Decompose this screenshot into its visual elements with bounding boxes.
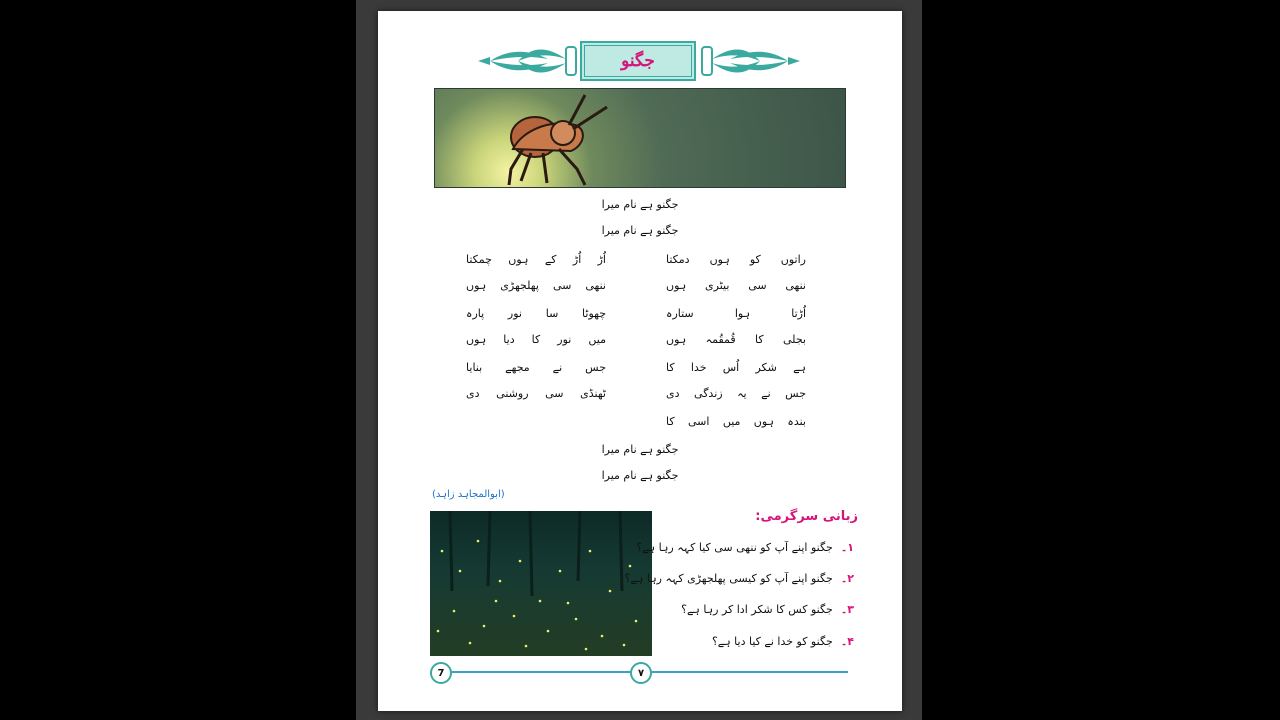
poem-couplet [466, 279, 806, 299]
poem-couplet [466, 307, 806, 327]
fireflies-photo [430, 511, 652, 656]
firefly-drawing [435, 89, 846, 188]
poem-hemistich-right: جس نے یہ زندگی دی [666, 387, 806, 400]
firefly-illustration [434, 88, 846, 188]
title-ornament [478, 41, 800, 81]
title-box [580, 41, 696, 81]
poem-hemistich-right: ننھی سی بیٹری ہوں [666, 279, 806, 292]
poem-couplet [466, 333, 806, 353]
refrain-line: جگنو ہے نام میرا [601, 224, 679, 237]
refrain-line: جگنو ہے نام میرا [601, 443, 679, 456]
question-number: ۳۔ [840, 603, 854, 616]
poem-hemistich-left: چھوٹا سا نور پارہ [466, 307, 606, 320]
poet-name: (ابوالمجاہد زاہد) [432, 489, 505, 500]
refrain-line: جگنو ہے نام میرا [601, 198, 679, 211]
poem-hemistich-left: جس نے مجھے بنایا [466, 361, 606, 374]
question-text: جگنو کو خدا نے کیا دیا ہے؟ [711, 635, 833, 648]
poem-hemistich-left: ٹھنڈی سی روشنی دی [466, 387, 606, 400]
poem-hemistich-right: بجلی کا قُمقُمہ ہوں [666, 333, 806, 346]
poem-hemistich-right: راتوں کو ہوں دمکتا [666, 253, 806, 266]
fireflies-dots [430, 511, 652, 656]
poem-hemistich-right: بندہ ہوں میں اسی کا [666, 415, 806, 428]
page-number-badge-urdu: ۷ [630, 662, 652, 684]
poem-hemistich-left: اُڑ اُڑ کے ہوں چمکتا [466, 253, 606, 266]
activity-question [712, 635, 854, 648]
question-number: ۱۔ [840, 541, 854, 554]
poem-hemistich-left: ننھی سی پھلجھڑی ہوں [466, 279, 606, 292]
poem-hemistich-right: اُڑتا ہوا ستارہ [666, 307, 806, 320]
question-text: جگنو اپنے آپ کو کیسی پھلجھڑی کہہ رہا ہے؟ [624, 572, 833, 585]
page-number-badge: 7 [430, 662, 452, 684]
activity-title: زبانی سرگرمی: [755, 509, 858, 524]
question-text: جگنو اپنے آپ کو ننھی سی کیا کہہ رہا ہے؟ [636, 541, 833, 554]
page-title: جگنو [621, 51, 655, 71]
activity-question [625, 572, 854, 585]
poem-couplet [466, 361, 806, 381]
document-page [378, 11, 902, 711]
poem-couplet [466, 253, 806, 273]
poem-couplet [466, 415, 806, 435]
activity-question [636, 541, 854, 554]
question-number: ۲۔ [840, 572, 854, 585]
question-number: ۴۔ [840, 635, 854, 648]
poem-hemistich-left: میں نور کا دیا ہوں [466, 333, 606, 346]
activity-question [681, 603, 854, 616]
poem-couplet [466, 387, 806, 407]
refrain-line: جگنو ہے نام میرا [601, 469, 679, 482]
poem-hemistich-right: ہے شکر اُس خدا کا [666, 361, 806, 374]
question-text: جگنو کس کا شکر ادا کر رہا ہے؟ [681, 603, 833, 616]
